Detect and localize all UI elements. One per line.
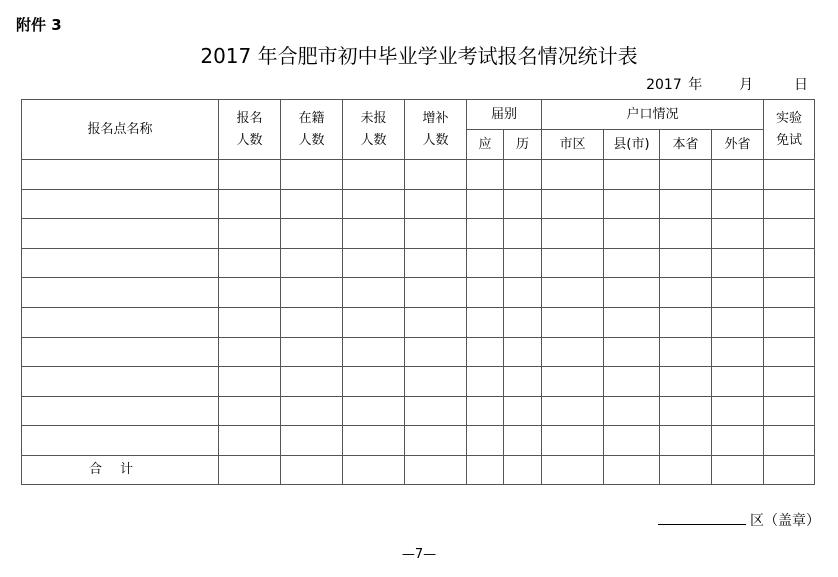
header-unregistered-count: 未报 人数 — [343, 100, 405, 160]
header-cohort: 届别 — [467, 100, 542, 130]
table-cell[interactable] — [660, 337, 712, 367]
table-cell[interactable] — [504, 337, 542, 367]
stamp-area — [658, 510, 820, 530]
table-cell[interactable] — [281, 248, 343, 278]
table-cell[interactable] — [542, 278, 604, 308]
table-cell[interactable] — [281, 160, 343, 190]
table-cell[interactable] — [343, 160, 405, 190]
table-cell[interactable] — [604, 367, 660, 397]
table-cell[interactable] — [660, 307, 712, 337]
table-cell[interactable] — [764, 189, 815, 219]
table-cell[interactable] — [219, 248, 281, 278]
date-line — [646, 74, 808, 94]
table-cell[interactable] — [22, 278, 219, 308]
table-cell[interactable] — [22, 189, 219, 219]
table-cell[interactable] — [219, 189, 281, 219]
table-cell[interactable] — [343, 189, 405, 219]
table-cell[interactable] — [467, 396, 504, 426]
table-cell[interactable] — [504, 189, 542, 219]
table-cell[interactable] — [467, 219, 504, 249]
table-cell[interactable] — [504, 396, 542, 426]
table-cell[interactable] — [542, 248, 604, 278]
header-row-1 — [22, 100, 815, 130]
table-cell[interactable] — [542, 219, 604, 249]
table-cell[interactable] — [405, 426, 467, 456]
table-cell[interactable] — [604, 307, 660, 337]
header-hukou-other: 外省 — [712, 130, 764, 160]
table-cell[interactable] — [604, 455, 660, 484]
table-cell[interactable] — [467, 455, 504, 484]
date-year-unit: 年 — [688, 77, 703, 93]
table-cell[interactable] — [604, 248, 660, 278]
table-cell[interactable] — [405, 455, 467, 484]
table-cell[interactable] — [604, 278, 660, 308]
table-cell[interactable] — [712, 455, 764, 484]
page-title: 2017 年合肥市初中毕业学业考试报名情况统计表 — [200, 44, 638, 68]
header-site-name: 报名点名称 — [22, 100, 219, 160]
total-row — [22, 455, 815, 484]
table-cell[interactable] — [22, 337, 219, 367]
table-cell[interactable] — [504, 278, 542, 308]
table-cell[interactable] — [542, 160, 604, 190]
table-cell[interactable] — [343, 426, 405, 456]
table-cell[interactable] — [405, 248, 467, 278]
table-cell[interactable] — [467, 426, 504, 456]
registration-table — [21, 99, 815, 485]
table-cell[interactable] — [504, 367, 542, 397]
table-cell[interactable] — [660, 219, 712, 249]
table-cell[interactable] — [405, 396, 467, 426]
table-cell[interactable] — [281, 367, 343, 397]
header-experiment-exempt: 实验 免试 — [764, 100, 815, 160]
table-cell[interactable] — [343, 248, 405, 278]
table-cell[interactable] — [343, 455, 405, 484]
table-cell[interactable] — [660, 396, 712, 426]
table-cell[interactable] — [604, 426, 660, 456]
table-cell[interactable] — [712, 426, 764, 456]
table-cell[interactable] — [542, 367, 604, 397]
table-cell[interactable] — [22, 396, 219, 426]
table-cell[interactable] — [542, 455, 604, 484]
table-cell[interactable] — [764, 396, 815, 426]
table-cell[interactable] — [604, 219, 660, 249]
table-row — [22, 248, 815, 278]
table-cell[interactable] — [281, 426, 343, 456]
attachment-label: 附件 3 — [16, 16, 62, 34]
table-cell[interactable] — [281, 455, 343, 484]
header-hukou-city: 市区 — [542, 130, 604, 160]
table-cell[interactable] — [219, 426, 281, 456]
table-cell[interactable] — [712, 219, 764, 249]
table-cell[interactable] — [467, 307, 504, 337]
table-cell[interactable] — [712, 367, 764, 397]
table-cell[interactable] — [604, 337, 660, 367]
table-cell[interactable] — [281, 278, 343, 308]
table-cell[interactable] — [22, 219, 219, 249]
table-cell[interactable] — [660, 189, 712, 219]
table-cell[interactable] — [219, 396, 281, 426]
table-cell[interactable] — [504, 455, 542, 484]
header-enrolled-count: 在籍 人数 — [281, 100, 343, 160]
table-row — [22, 307, 815, 337]
header-hukou-county: 县(市) — [604, 130, 660, 160]
table-cell[interactable] — [542, 189, 604, 219]
table-cell[interactable] — [219, 337, 281, 367]
table-cell[interactable] — [281, 189, 343, 219]
table-cell[interactable] — [467, 248, 504, 278]
table-cell[interactable] — [660, 160, 712, 190]
table-cell[interactable] — [219, 278, 281, 308]
table-cell[interactable] — [504, 307, 542, 337]
table-cell[interactable] — [542, 337, 604, 367]
table-cell[interactable] — [22, 367, 219, 397]
table-cell[interactable] — [604, 396, 660, 426]
header-signup-count: 报名 人数 — [219, 100, 281, 160]
table-row — [22, 396, 815, 426]
table-cell[interactable] — [343, 396, 405, 426]
table-cell[interactable] — [764, 455, 815, 484]
table-cell[interactable] — [504, 219, 542, 249]
table-cell[interactable] — [22, 248, 219, 278]
table-cell[interactable] — [604, 160, 660, 190]
table-cell[interactable] — [405, 219, 467, 249]
table-cell[interactable] — [343, 307, 405, 337]
table-row — [22, 219, 815, 249]
table-cell[interactable] — [467, 367, 504, 397]
table-cell[interactable] — [281, 337, 343, 367]
table-cell[interactable] — [712, 189, 764, 219]
table-cell[interactable] — [764, 337, 815, 367]
table-cell[interactable] — [504, 426, 542, 456]
table-cell[interactable] — [764, 426, 815, 456]
table-cell[interactable] — [660, 367, 712, 397]
table-cell[interactable] — [660, 455, 712, 484]
page-number: —7— — [401, 547, 437, 562]
date-day-unit: 日 — [794, 77, 808, 93]
date-year: 2017 — [646, 77, 682, 93]
table-cell[interactable] — [660, 248, 712, 278]
stamp-signature-line[interactable] — [658, 510, 746, 525]
date-month-unit: 月 — [739, 77, 754, 93]
table-cell[interactable] — [764, 219, 815, 249]
header-cohort-current: 应 — [467, 130, 504, 160]
table-cell[interactable] — [343, 278, 405, 308]
table-row — [22, 189, 815, 219]
table-cell[interactable] — [219, 367, 281, 397]
table-cell[interactable] — [405, 189, 467, 219]
stamp-label: 区（盖章） — [750, 513, 820, 529]
table-cell[interactable] — [405, 278, 467, 308]
table-cell[interactable] — [281, 396, 343, 426]
table-cell[interactable] — [405, 367, 467, 397]
table-cell[interactable] — [343, 367, 405, 397]
table-row — [22, 367, 815, 397]
table-cell[interactable] — [281, 219, 343, 249]
table-cell[interactable] — [22, 426, 219, 456]
table-cell[interactable] — [219, 219, 281, 249]
table-cell[interactable] — [604, 189, 660, 219]
table-cell[interactable] — [405, 307, 467, 337]
table-cell[interactable] — [219, 160, 281, 190]
table-row — [22, 426, 815, 456]
header-hukou: 户口情况 — [542, 100, 764, 130]
table-row — [22, 337, 815, 367]
table-cell[interactable] — [467, 278, 504, 308]
table-cell[interactable] — [542, 307, 604, 337]
table-cell[interactable] — [712, 160, 764, 190]
table-cell[interactable] — [542, 426, 604, 456]
table-cell[interactable] — [712, 396, 764, 426]
table-cell[interactable] — [660, 278, 712, 308]
table-cell[interactable] — [343, 337, 405, 367]
header-added-count: 增补 人数 — [405, 100, 467, 160]
table-cell[interactable] — [343, 219, 405, 249]
table-cell[interactable] — [22, 160, 219, 190]
table-cell[interactable] — [467, 189, 504, 219]
table-cell[interactable] — [504, 248, 542, 278]
table-cell[interactable] — [712, 248, 764, 278]
table-cell[interactable] — [467, 160, 504, 190]
table-cell[interactable] — [712, 278, 764, 308]
header-cohort-past: 历 — [504, 130, 542, 160]
table-cell[interactable] — [764, 248, 815, 278]
header-hukou-province: 本省 — [660, 130, 712, 160]
table-cell[interactable] — [467, 337, 504, 367]
table-cell[interactable] — [219, 455, 281, 484]
table-row — [22, 160, 815, 190]
table-cell[interactable] — [405, 337, 467, 367]
table-cell[interactable] — [712, 337, 764, 367]
table-cell[interactable] — [281, 307, 343, 337]
table-cell[interactable] — [542, 396, 604, 426]
table-cell[interactable] — [764, 278, 815, 308]
table-cell[interactable] — [712, 307, 764, 337]
table-cell[interactable] — [660, 426, 712, 456]
table-cell[interactable] — [504, 160, 542, 190]
total-label: 合计 — [22, 455, 219, 484]
table-cell[interactable] — [764, 367, 815, 397]
table-cell[interactable] — [405, 160, 467, 190]
table-cell[interactable] — [22, 307, 219, 337]
table-cell[interactable] — [219, 307, 281, 337]
table-cell[interactable] — [764, 160, 815, 190]
table-cell[interactable] — [764, 307, 815, 337]
table-row — [22, 278, 815, 308]
